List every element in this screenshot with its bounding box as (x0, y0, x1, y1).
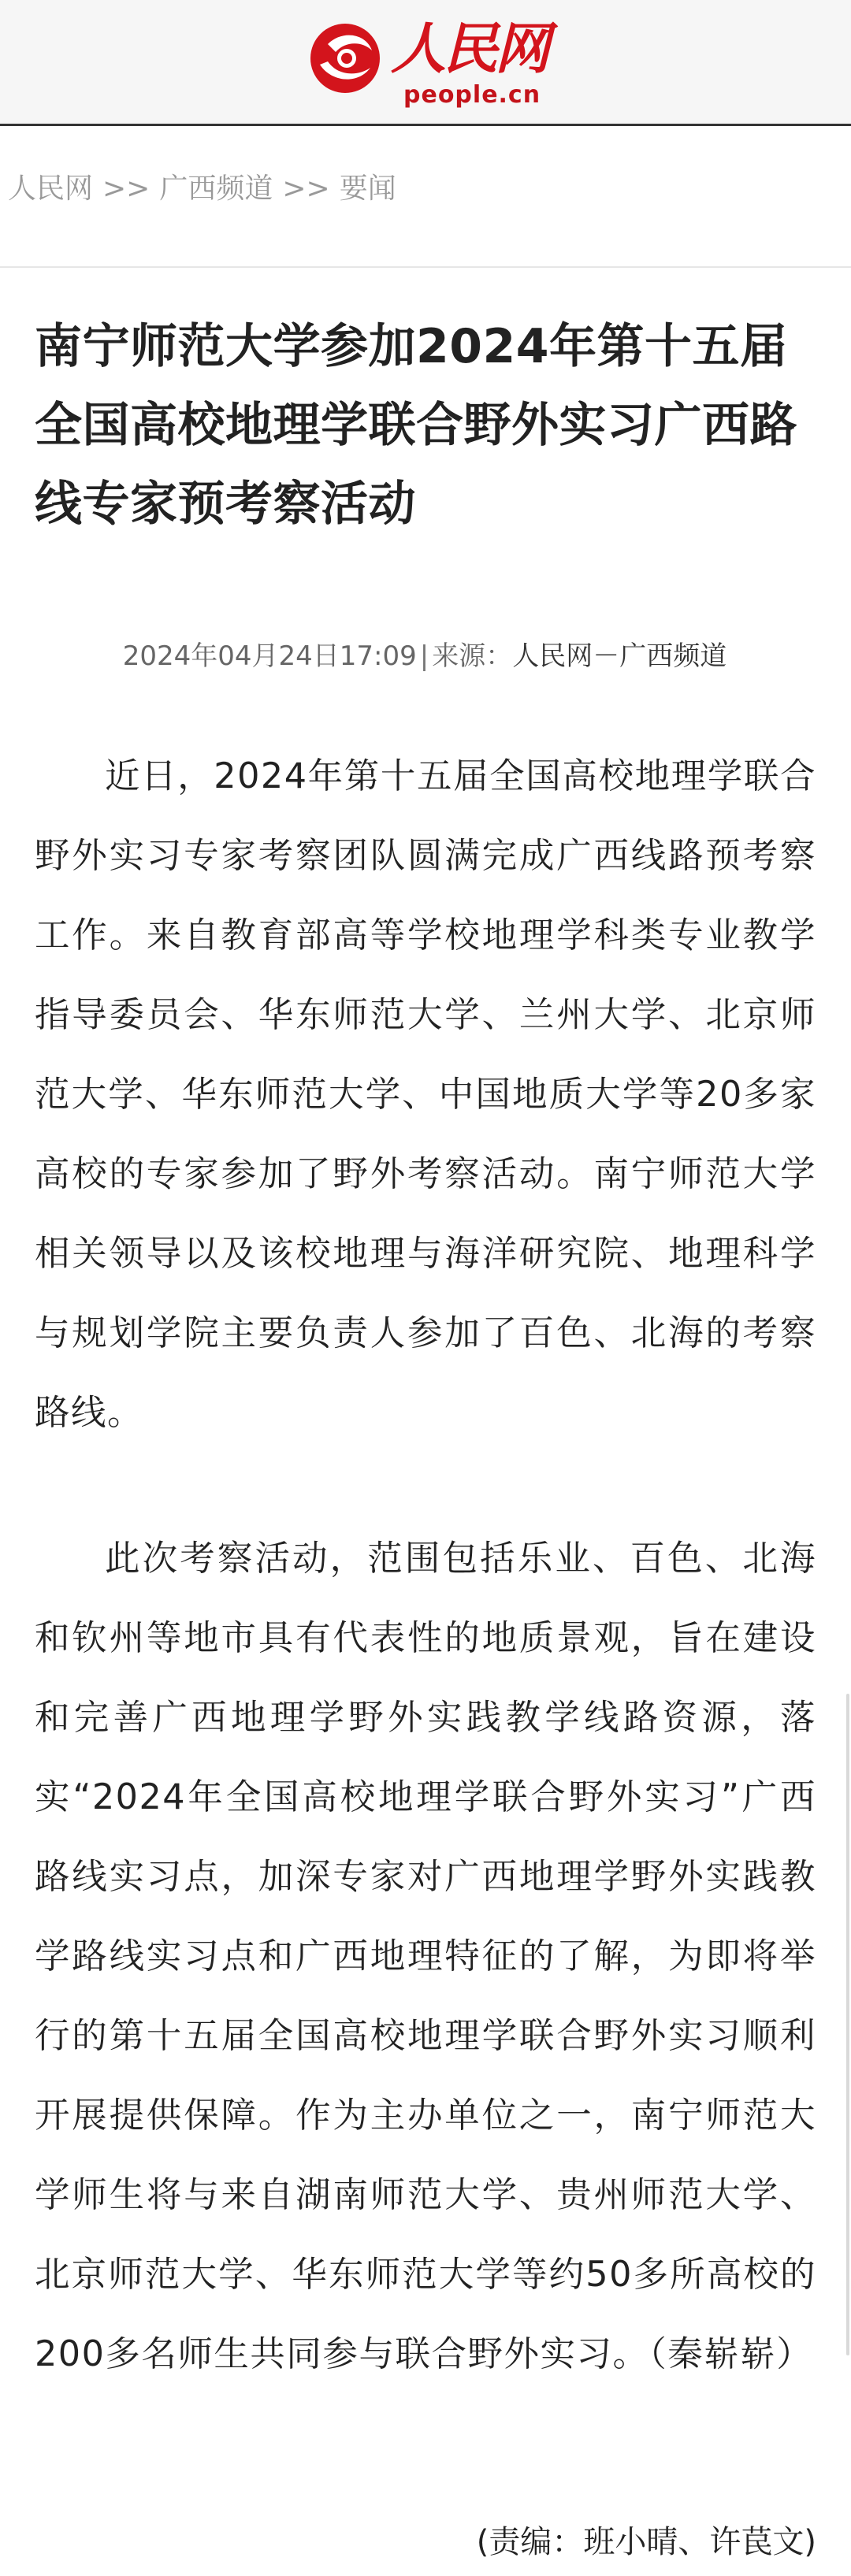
breadcrumb-separator: >> (102, 173, 151, 205)
logo-domain-text: people.cn (403, 81, 541, 109)
source-label: 来源： (432, 640, 513, 672)
breadcrumb-item-guangxi-channel[interactable]: 广西频道 (159, 173, 273, 205)
breadcrumb-item-people[interactable]: 人民网 (8, 173, 94, 205)
article-paragraph: 近日，2024年第十五届全国高校地理学联合野外实习专家考察团队圆满完成广西线路预考察工作。来自教育部高等学校地理学科类专业教学指导委员会、华东师范大学、兰州大学、北京师范大学、华东师范大学、中国地质大学等20多家高校的专家参加了野外考察活动。南宁师范大学相关领导以及该校地理与海洋研究院、地理科学与规划学院主要负责人参加了百色、北海的考察路线。 (35, 756, 816, 1433)
page-scrollbar[interactable] (846, 1694, 849, 2355)
article-paragraph: 此次考察活动，范围包括乐业、百色、北海和钦州等地市具有代表性的地质景观，旨在建设和完善广西地理学野外实践教学线路资源，落实“2024年全国高校地理学联合野外实习”广西路线实习点，加深专家对广西地理学野外实践教学路线实习点和广西地理特征的了解，为即将举行的第十五届全国高校地理学联合野外实习顺利开展提供保障。作为主办单位之一，南宁师范大学师生将与来自湖南师范大学、贵州师范大学、北京师范大学、华东师范大学等约50多所高校的200多名师生共同参与联合野外实习。（秦崭崭） (35, 1539, 816, 2374)
source-name-link[interactable]: 人民网－广西频道 (512, 640, 727, 672)
breadcrumb-item-news[interactable]: 要闻 (339, 173, 396, 205)
breadcrumb-separator: >> (282, 173, 330, 205)
logo-chinese-text: 人民网 (391, 16, 547, 81)
logo-swirl-icon (304, 9, 391, 104)
breadcrumb (8, 172, 396, 206)
article-editor: (责编：班小晴、许苠文) (476, 2524, 816, 2560)
article-meta (35, 637, 815, 676)
article-title: 南宁师范大学参加2024年第十五届全国高校地理学联合野外实习广西路线专家预考察活动 (35, 319, 797, 532)
section-divider (0, 266, 851, 268)
people-cn-logo[interactable] (304, 9, 548, 117)
meta-divider: | (419, 640, 429, 672)
article-datetime: 2024年04月24日17:09 (122, 640, 417, 672)
site-header (0, 0, 851, 126)
